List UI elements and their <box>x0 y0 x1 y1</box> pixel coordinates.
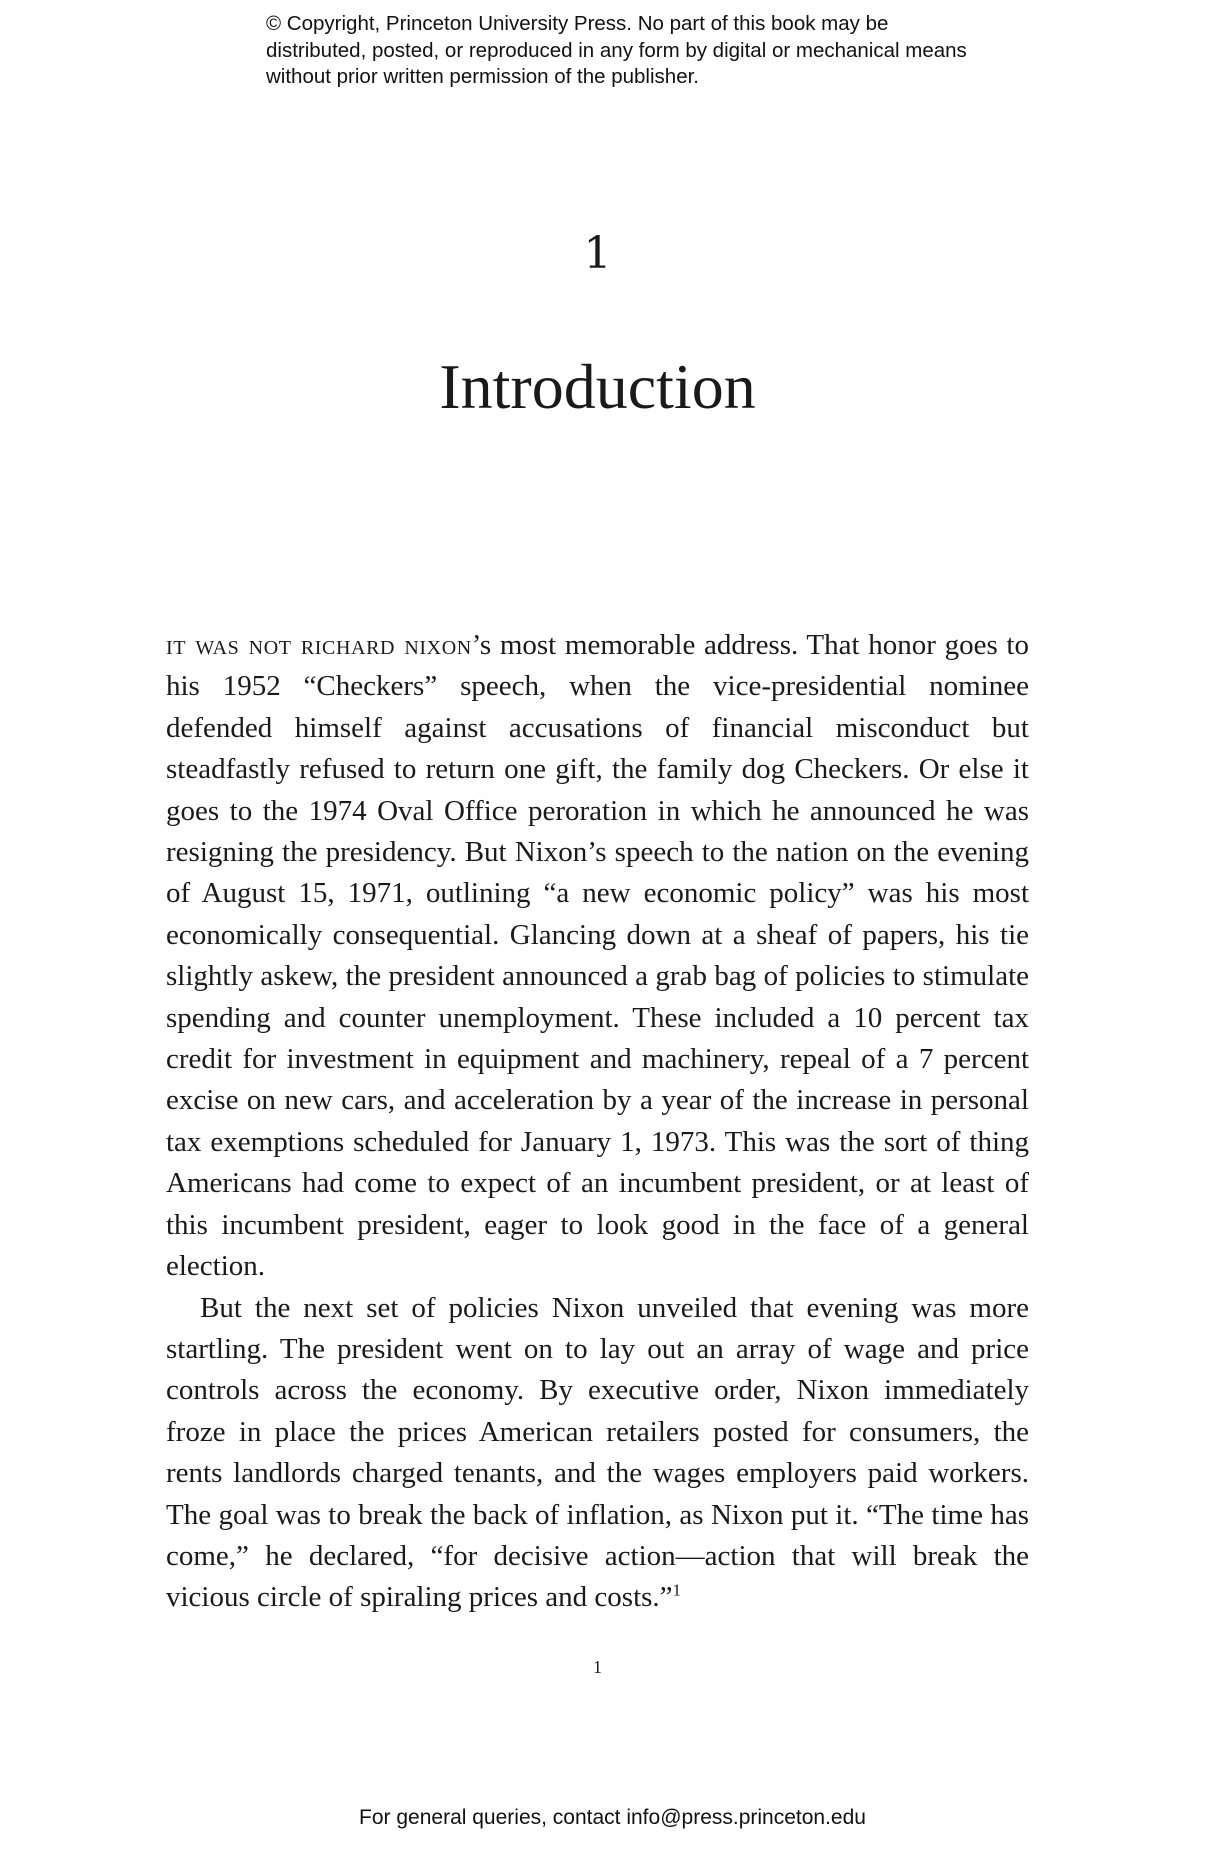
paragraph-2 <box>166 1288 1029 1619</box>
footer-contact: For general queries, contact info@press.princeton.edu <box>359 1806 866 1829</box>
paragraph-1-text: ’s most memorable address. That honor goes to his 1952 “Checkers” speech, when the vice-presidential nominee defended himself against accusations of financial misconduct but steadfastly refused to return one gift, the family dog Checkers. Or else it goes to the 1974 Oval Office peroration in which he announced he was resigning the presidency. But Nixon’s speech to the nation on the evening of August 15, 1971, outlining “a new economic policy” was his most economically consequential. Glancing down at a sheaf of papers, his tie slightly askew, the president announced a grab bag of policies to stimulate spending and counter unemployment. These included a 10 percent tax credit for investment in equipment and machinery, repeal of a 7 percent excise on new cars, and acceleration by a year of the increase in personal tax exemptions scheduled for January 1, 1973. This was the sort of thing Americans had come to expect of an incumbent president, or at least of this incumbent president, eager to look good in the face of a general election. <box>166 629 1029 1283</box>
page-number: 1 <box>593 1657 602 1677</box>
chapter-number: 1 <box>583 228 612 279</box>
copyright-notice: © Copyright, Princeton University Press. No part of this book may be distributed, posted, or reproduced in any form by digital or mechanical means without prior written permission of the publisher. <box>266 12 967 88</box>
chapter-body <box>166 625 1029 1619</box>
footnote-reference[interactable]: 1 <box>672 1580 682 1600</box>
paragraph-1 <box>166 625 1029 1288</box>
chapter-title: Introduction <box>439 351 756 422</box>
paragraph-2-text: But the next set of policies Nixon unveiled that evening was more startling. The president went on to lay out an array of wage and price controls across the economy. By executive order, Nixon immediately froze in place the prices American retailers posted for consumers, the rents landlords charged tenants, and the wages employers paid workers. The goal was to break the back of inflation, as Nixon put it. “The time has come,” he declared, “for decisive action—action that will break the vicious circle of spiraling prices and costs.” <box>166 1291 1029 1614</box>
paragraph-lead-in: it was not richard nixon <box>166 629 472 661</box>
